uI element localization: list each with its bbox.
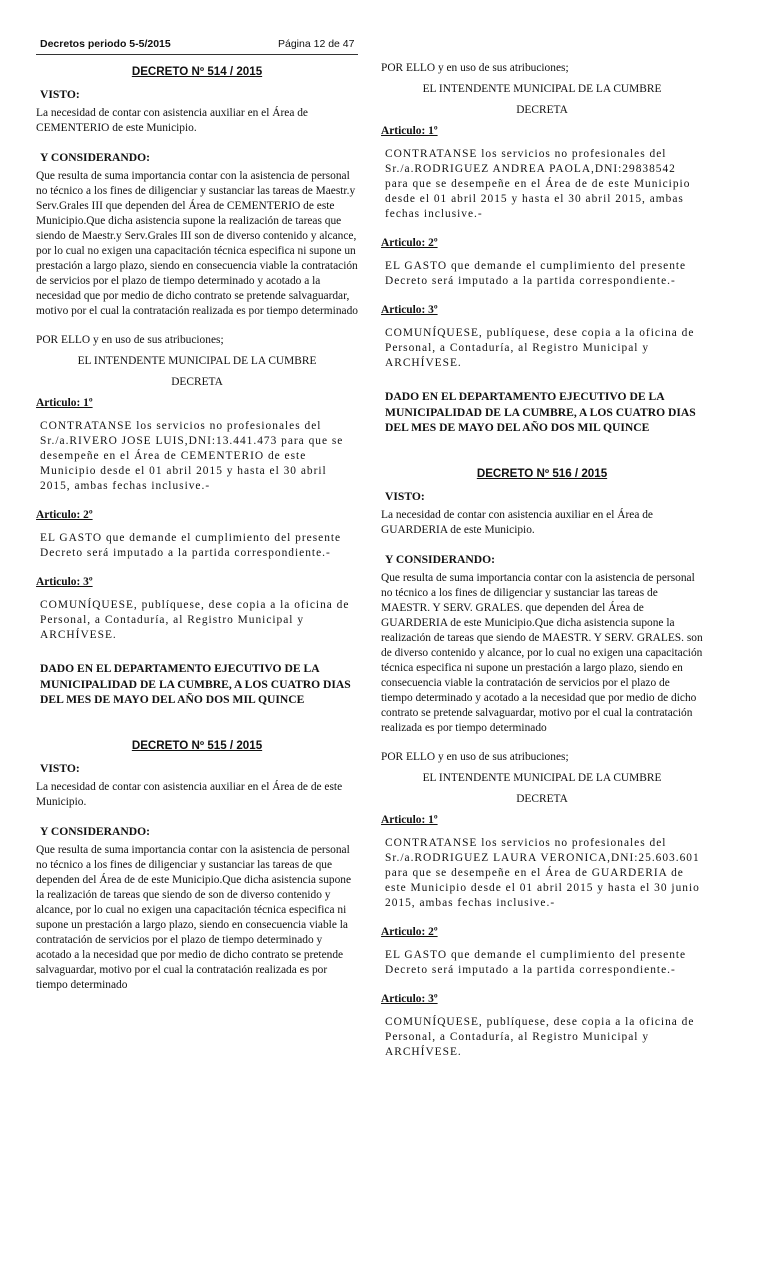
article-2-text: EL GASTO que demande el cumplimiento del presente Decreto será imputado a la partida correspondiente.- (385, 948, 687, 976)
article-1-text: CONTRATANSE los servicios no profesionales del Sr./a.RIVERO JOSE LUIS,DNI:13.441.473 para que se desempeñe en el Área de CEMENTERIO de este Municipio desde el 01 abril 2015 y hasta el 30 abril 2015, ambas fechas inclusive.- (40, 420, 344, 492)
considerando-label: Y CONSIDERANDO: (40, 824, 151, 838)
article-3-label: Articulo: 3º (36, 576, 93, 588)
left-column (36, 60, 358, 999)
por-ello-text: POR ELLO y en uso de sus atribuciones; (381, 62, 569, 74)
visto-text: La necesidad de contar con asistencia auxiliar en el Área de GUARDERIA de este Municipio. (381, 508, 653, 536)
visto-text: La necesidad de contar con asistencia auxiliar en el Área de de este Municipio. (36, 780, 343, 808)
intendente-text: EL INTENDENTE MUNICIPAL DE LA CUMBRE (77, 355, 317, 367)
decree-515 (36, 738, 358, 993)
article-1-label: Articulo: 1º (381, 813, 438, 826)
article-1-text: CONTRATANSE los servicios no profesionales del Sr./a.RODRIGUEZ LAURA VERONICA,DNI:25.603.601 para que se desempeñe en el Área de GUARDERIA de este Municipio desde el 01 abril 2015 y hasta el 30 junio 2015, ambas fechas inclusive.- (385, 836, 700, 909)
considerando-text: Que resulta de suma importancia contar con la asistencia de personal no técnico a los fines de diligenciar y sustanciar las tareas de que dependen del Área de de este Municipio.Que dicha asistencia supone la realización de tareas que siendo de son de diverso contenido y alcance, por lo cual no exigen una capacitación técnica especifica ni supone un prestación a largo plazo, siendo en consecuencia viable la contratación de servicios por el plazo de tiempo determinado y acotado a la necesidad que por medio de dicho contrato se pretende salvaguardar, motivo por el cual la contratación realizada es por tiempo determinado (36, 843, 352, 991)
header-page-number: Página 12 de 47 (278, 38, 355, 50)
decree-515-continuation (381, 61, 703, 436)
visto-label: VISTO: (40, 88, 80, 101)
considerando-text: Que resulta de suma importancia contar con la asistencia de personal no técnico a los fines de diligenciar y sustanciar las tareas de Maestr.y Serv.Grales III que dependen del Área de CEMENTERIO de este Municipio.Que dicha asistencia supone la realización de tareas que siendo de Maestr.y Serv.Grales III son de diverso contenido y alcance, por lo cual no exigen una capacitación técnica especifica ni supone un prestación a largo plazo, siendo en consecuencia viable la contratación de servicios por el plazo de tiempo determinado y acotado a la necesidad que por medio de dicho contrato se pretende salvaguardar, motivo por el cual la contratación realizada es por tiempo determinado (36, 170, 358, 317)
article-2-text: EL GASTO que demande el cumplimiento del presente Decreto será imputado a la partida correspondiente.- (40, 532, 342, 559)
article-3-label: Articulo: 3º (381, 992, 438, 1005)
dado-text: DADO EN EL DEPARTAMENTO EJECUTIVO DE LA MUNICIPALIDAD DE LA CUMBRE, A LOS CUATRO DIAS DEL MES DE MAYO DEL AÑO DOS MIL QUINCE (40, 662, 351, 706)
decree-516 (381, 466, 703, 1060)
decreta-text: DECRETA (516, 792, 568, 805)
intendente-text: EL INTENDENTE MUNICIPAL DE LA CUMBRE (422, 83, 662, 95)
decree-514 (36, 64, 358, 708)
article-2-text: EL GASTO que demande el cumplimiento del presente Decreto será imputado a la partida correspondiente.- (385, 260, 687, 287)
considerando-label: Y CONSIDERANDO: (40, 151, 151, 164)
visto-label: VISTO: (385, 489, 425, 503)
header-period: Decretos periodo 5-5/2015 (40, 38, 171, 50)
por-ello-text: POR ELLO y en uso de sus atribuciones; (381, 750, 569, 763)
article-3-text: COMUNÍQUESE, publíquese, dese copia a la oficina de Personal, a Contaduría, al Registro Municipal y ARCHÍVESE. (385, 327, 695, 369)
visto-text: La necesidad de contar con asistencia auxiliar en el Área de CEMENTERIO de este Municipio. (36, 107, 308, 134)
article-3-text: COMUNÍQUESE, publíquese, dese copia a la oficina de Personal, a Contaduría, al Registro Municipal y ARCHÍVESE. (40, 599, 350, 641)
considerando-label: Y CONSIDERANDO: (385, 552, 496, 566)
article-3-text: COMUNÍQUESE, publíquese, dese copia a la oficina de Personal, a Contaduría, al Registro Municipal y ARCHÍVESE. (385, 1015, 695, 1058)
article-2-label: Articulo: 2º (36, 509, 93, 521)
por-ello-text: POR ELLO y en uso de sus atribuciones; (36, 334, 224, 346)
decreta-text: DECRETA (516, 104, 568, 116)
article-2-label: Articulo: 2º (381, 237, 438, 249)
considerando-text: Que resulta de suma importancia contar con la asistencia de personal no técnico a los fines de diligenciar y sustanciar las tareas de MAESTR. Y SERV. GRALES. que dependen del Área de GUARDERIA de este Municipio.Que dicha asistencia supone la realización de tareas que siendo de MAESTR. Y SERV. GRALES. son de diverso contenido y alcance, por lo cual no exigen una capacitación técnica especifica ni supone un prestación a largo plazo, siendo en consecuencia viable la contratación de servicios por el plazo de tiempo determinado y acotado a la necesidad que por medio de dicho contrato se pretende salvaguardar, motivo por el cual la contratación realizada es por tiempo determinado (381, 571, 703, 734)
visto-label: VISTO: (40, 761, 80, 775)
decree-title: DECRETO Nº 515 / 2015 (131, 738, 263, 752)
decree-title: DECRETO Nº 516 / 2015 (476, 466, 608, 480)
right-column (381, 61, 703, 1066)
page-header (36, 36, 358, 55)
dado-text: DADO EN EL DEPARTAMENTO EJECUTIVO DE LA MUNICIPALIDAD DE LA CUMBRE, A LOS CUATRO DIAS DEL MES DE MAYO DEL AÑO DOS MIL QUINCE (385, 390, 696, 434)
article-1-text: CONTRATANSE los servicios no profesionales del Sr./a.RODRIGUEZ ANDREA PAOLA,DNI:29838542 para que se desempeñe en el Área de de este Municipio desde el 01 abril 2015 y hasta el 30 abril 2015, ambas fechas inclusive.- (385, 148, 691, 220)
intendente-text: EL INTENDENTE MUNICIPAL DE LA CUMBRE (422, 771, 662, 784)
article-1-label: Articulo: 1º (381, 125, 438, 137)
decree-title: DECRETO Nº 514 / 2015 (131, 65, 263, 78)
article-1-label: Articulo: 1º (36, 397, 93, 409)
article-3-label: Articulo: 3º (381, 304, 438, 316)
article-2-label: Articulo: 2º (381, 925, 438, 938)
decreta-text: DECRETA (171, 376, 223, 388)
